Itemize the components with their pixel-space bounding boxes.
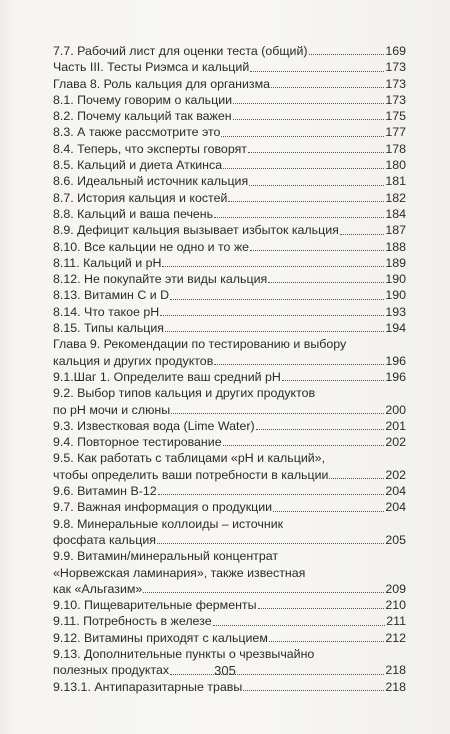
toc-entry-title: Глава 8. Роль кальция для организма	[53, 76, 270, 91]
toc-entry-title: 8.3. А также рассмотрите это	[53, 125, 221, 140]
toc-entry-page: 173	[385, 76, 406, 91]
table-of-contents	[53, 43, 406, 695]
toc-entry-line	[53, 483, 406, 499]
toc-entry-line	[53, 157, 406, 173]
dot-leader	[162, 266, 384, 267]
toc-entry-line	[53, 679, 406, 695]
toc-entry-page: 177	[385, 125, 406, 140]
toc-entry-title: полезных продуктах	[53, 663, 170, 678]
toc-entry-page: 218	[385, 679, 406, 694]
toc-entry-title: 8.11. Кальций и pH	[53, 255, 162, 270]
toc-entry-page: 175	[385, 109, 406, 124]
toc-entry-line	[53, 516, 406, 532]
toc-entry-line	[53, 320, 406, 336]
toc-entry-title: 9.7. Важная информация о продукции	[53, 500, 273, 515]
toc-entry-line	[53, 336, 406, 352]
dot-leader	[250, 71, 384, 72]
toc-entry-title: 8.9. Дефицит кальция вызывает избыток кальция	[53, 223, 339, 238]
toc-entry-line	[53, 141, 406, 157]
toc-entry-page: 178	[385, 141, 406, 156]
toc-entry-line	[53, 385, 406, 401]
toc-entry-page: 204	[385, 484, 406, 499]
toc-entry-page: 211	[386, 614, 406, 629]
toc-entry-title: 8.13. Витамин С и D	[53, 288, 170, 303]
toc-entry-page: 202	[385, 467, 406, 482]
toc-entry-title: чтобы определить ваши потребности в кальции	[53, 467, 329, 482]
toc-entry-title: 9.1.Шаг 1. Определите ваш средний pH	[53, 369, 281, 384]
dot-leader	[271, 87, 384, 88]
toc-entry-line	[53, 59, 406, 75]
toc-entry-line	[53, 206, 406, 222]
dot-leader	[214, 217, 384, 218]
toc-entry-title: как «Альгазим»	[53, 581, 143, 596]
toc-entry-line	[53, 369, 406, 385]
toc-entry-line	[53, 402, 406, 418]
toc-entry-page: 169	[385, 44, 406, 58]
toc-entry-page: 181	[385, 174, 406, 189]
toc-entry-line	[53, 548, 406, 564]
toc-entry-line	[53, 418, 406, 434]
toc-entry-line	[53, 467, 406, 483]
dot-leader	[171, 413, 384, 414]
toc-entry-line	[53, 499, 406, 515]
toc-entry-page: 196	[385, 353, 406, 368]
toc-entry-line	[53, 92, 406, 108]
dot-leader	[269, 641, 384, 642]
toc-entry-title: 9.5. Как работать с таблицами «pH и кальций»,	[53, 451, 326, 466]
dot-leader	[282, 380, 384, 381]
toc-entry-title: «Норвежская ламинария», также известная	[53, 565, 306, 580]
dot-leader	[309, 54, 385, 55]
toc-entry-line	[53, 271, 406, 287]
toc-entry-page: 210	[385, 598, 406, 613]
toc-entry-line	[53, 532, 406, 548]
toc-entry-line	[53, 239, 406, 255]
dot-leader	[243, 690, 384, 691]
toc-entry-line	[53, 304, 406, 320]
toc-entry-line	[53, 565, 406, 581]
toc-entry-title: 8.7. История кальция и костей	[53, 190, 228, 205]
toc-entry-line	[53, 597, 406, 613]
toc-entry-line	[53, 255, 406, 271]
toc-entry-line	[53, 450, 406, 466]
toc-entry-page: 196	[385, 369, 406, 384]
toc-entry-title: 8.6. Идеальный источник кальция	[53, 174, 249, 189]
dot-leader	[248, 152, 384, 153]
toc-entry-title: 9.6. Витамин В-12	[53, 484, 157, 499]
toc-entry-page: 189	[385, 255, 406, 270]
toc-entry-page: 202	[385, 435, 406, 450]
toc-entry-title: 9.13.1. Антипаразитарные травы	[53, 679, 243, 694]
toc-entry-page: 173	[385, 60, 406, 75]
dot-leader	[258, 608, 385, 609]
toc-entry-title: кальция и других продуктов	[53, 353, 214, 368]
dot-leader	[256, 429, 385, 430]
toc-entry-title: 8.12. Не покупайте эти виды кальция	[53, 272, 268, 287]
toc-entry-page: 187	[385, 223, 406, 238]
toc-entry-line	[53, 190, 406, 206]
toc-entry-page: 209	[385, 581, 406, 596]
dot-leader	[223, 168, 384, 169]
dot-leader	[213, 625, 386, 626]
toc-entry-page: 205	[385, 532, 406, 547]
toc-entry-page: 193	[385, 304, 406, 319]
toc-entry-title: 8.10. Все кальции не одно и то же	[53, 239, 250, 254]
dot-leader	[157, 543, 384, 544]
toc-entry-line	[53, 353, 406, 369]
dot-leader	[340, 234, 384, 235]
toc-entry-page: 204	[385, 500, 406, 515]
toc-entry-page: 173	[385, 92, 406, 107]
toc-entry-page: 190	[385, 288, 406, 303]
toc-entry-title: Часть III. Тесты Риэмса и кальций	[53, 60, 250, 75]
dot-leader	[329, 478, 384, 479]
toc-entry-title: 9.3. Известковая вода (Lime Water)	[53, 418, 255, 433]
dot-leader	[165, 331, 384, 332]
dot-leader	[158, 494, 385, 495]
toc-entry-title: 8.1. Почему говорим о кальции	[53, 92, 233, 107]
toc-entry-line	[53, 43, 406, 59]
dot-leader	[143, 592, 384, 593]
toc-entry-title: 9.2. Выбор типов кальция и других продуктов	[53, 386, 316, 401]
toc-entry-title: 7.7. Рабочий лист для оценки теста (общий)	[53, 44, 308, 58]
toc-entry-title: 8.15. Типы кальция	[53, 321, 165, 336]
toc-entry-title: 9.8. Минеральные коллоиды – источник	[53, 516, 284, 531]
toc-entry-page: 201	[385, 418, 406, 433]
toc-entry-title: 8.4. Теперь, что эксперты говорят	[53, 141, 247, 156]
toc-entry-line	[53, 613, 406, 629]
dot-leader	[160, 315, 384, 316]
toc-entry-title: по pH мочи и слюны	[53, 402, 171, 417]
dot-leader	[223, 445, 385, 446]
dot-leader	[170, 299, 384, 300]
dot-leader	[233, 103, 384, 104]
toc-entry-page: 184	[385, 206, 406, 221]
toc-entry-line	[53, 76, 406, 92]
toc-entry-line	[53, 646, 406, 662]
toc-entry-line	[53, 434, 406, 450]
dot-leader	[233, 119, 385, 120]
toc-entry-page: 212	[385, 630, 406, 645]
dot-leader	[221, 136, 384, 137]
dot-leader	[268, 282, 384, 283]
toc-entry-page: 188	[385, 239, 406, 254]
toc-entry-page: 190	[385, 272, 406, 287]
toc-entry-line	[53, 287, 406, 303]
toc-entry-title: 9.9. Витамин/минеральный концентрат	[53, 549, 279, 564]
toc-entry-title: 9.12. Витамины приходят с кальцием	[53, 630, 268, 645]
toc-entry-line	[53, 222, 406, 238]
toc-entry-title: фосфата кальция	[53, 532, 156, 547]
toc-entry-title: 8.8. Кальций и ваша печень	[53, 206, 214, 221]
toc-entry-line	[53, 630, 406, 646]
toc-entry-title: 9.4. Повторное тестирование	[53, 435, 222, 450]
dot-leader	[249, 185, 384, 186]
toc-entry-page: 194	[385, 321, 406, 336]
toc-entry-title: 9.11. Потребность в железе	[53, 614, 212, 629]
toc-entry-title: 8.14. Что такое pH	[53, 304, 160, 319]
toc-entry-title: 9.13. Дополнительные пункты о чрезвычайно	[53, 646, 315, 661]
toc-entry-page: 180	[385, 158, 406, 173]
toc-entry-line	[53, 173, 406, 189]
toc-entry-line	[53, 581, 406, 597]
toc-entry-page: 218	[385, 663, 406, 678]
toc-entry-page: 200	[385, 402, 406, 417]
toc-entry-title: 8.2. Почему кальций так важен	[53, 109, 232, 124]
toc-entry-line	[53, 124, 406, 140]
dot-leader	[214, 364, 384, 365]
toc-entry-title: Глава 9. Рекомендации по тестированию и выбору	[53, 337, 347, 352]
page-number: 305	[214, 663, 236, 678]
dot-leader	[273, 511, 384, 512]
toc-entry-title: 8.5. Кальций и диета Аткинса	[53, 158, 223, 173]
toc-entry-title: 9.10. Пищеварительные ферменты	[53, 598, 257, 613]
toc-entry-page: 182	[385, 190, 406, 205]
dot-leader	[228, 201, 384, 202]
dot-leader	[250, 250, 384, 251]
toc-entry-line	[53, 108, 406, 124]
